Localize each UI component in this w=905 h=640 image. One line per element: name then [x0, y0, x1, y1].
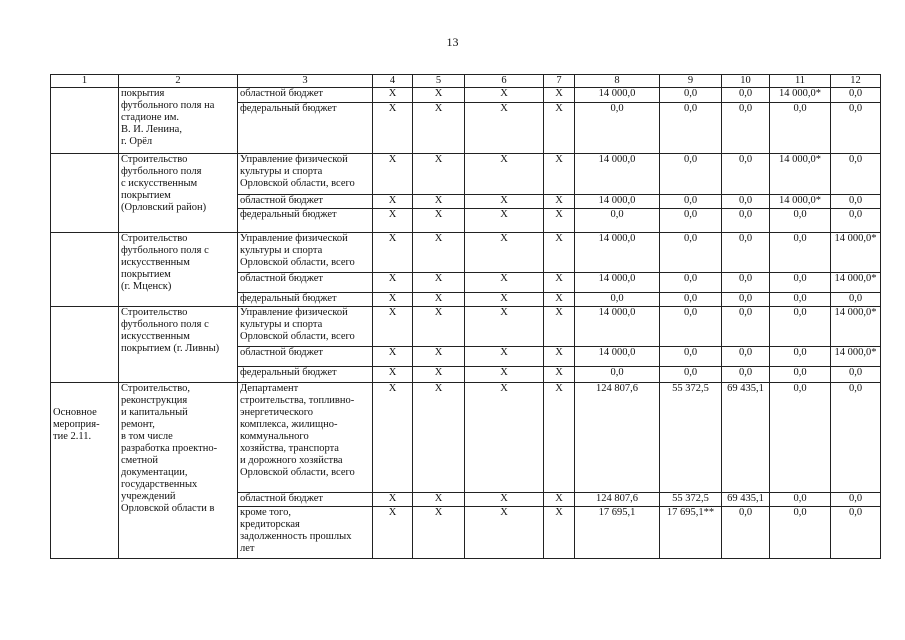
value-cell: 0,0	[722, 347, 770, 367]
funding-source-cell: федеральный бюджет	[238, 103, 373, 154]
value-cell: 0,0	[660, 293, 722, 307]
object-name-cell: Строительство, реконструкция и капитальный ремонт, в том числе разработка проектно- сметной документации, государственных учреждений Орловской области в	[119, 383, 238, 559]
value-cell: X	[465, 383, 544, 493]
value-cell: 14 000,0	[575, 195, 660, 209]
value-cell: X	[465, 103, 544, 154]
value-cell: X	[544, 154, 575, 195]
value-cell: 0,0	[770, 307, 831, 347]
column-number: 2	[119, 75, 238, 88]
value-cell: 0,0	[722, 273, 770, 293]
value-cell: 0,0	[831, 293, 881, 307]
column-number: 8	[575, 75, 660, 88]
value-cell: 0,0	[575, 103, 660, 154]
value-cell: 14 000,0*	[831, 233, 881, 273]
value-cell: 14 000,0*	[770, 195, 831, 209]
value-cell: X	[413, 507, 465, 559]
value-cell: 0,0	[831, 88, 881, 103]
event-cell	[51, 154, 119, 233]
funding-source-cell: областной бюджет	[238, 273, 373, 293]
value-cell: X	[544, 493, 575, 507]
value-cell: X	[373, 383, 413, 493]
column-number: 12	[831, 75, 881, 88]
funding-source-cell: областной бюджет	[238, 493, 373, 507]
table-row	[51, 88, 881, 103]
value-cell: 0,0	[770, 383, 831, 493]
value-cell: X	[413, 293, 465, 307]
value-cell: 14 000,0	[575, 347, 660, 367]
value-cell: 0,0	[660, 367, 722, 383]
value-cell: 0,0	[722, 195, 770, 209]
value-cell: 17 695,1	[575, 507, 660, 559]
value-cell: 14 000,0	[575, 273, 660, 293]
value-cell: 0,0	[831, 507, 881, 559]
value-cell: X	[465, 233, 544, 273]
value-cell: X	[373, 195, 413, 209]
value-cell: X	[465, 273, 544, 293]
value-cell: X	[413, 383, 465, 493]
value-cell: 14 000,0	[575, 88, 660, 103]
value-cell: 0,0	[722, 233, 770, 273]
column-number-row	[51, 75, 881, 88]
value-cell: 0,0	[660, 273, 722, 293]
value-cell: X	[413, 103, 465, 154]
funding-source-cell: Управление физической культуры и спорта Орловской области, всего	[238, 307, 373, 347]
value-cell: X	[373, 88, 413, 103]
value-cell: 0,0	[722, 293, 770, 307]
value-cell: X	[465, 293, 544, 307]
value-cell: X	[544, 88, 575, 103]
event-cell: Основное мероприя- тие 2.11.	[51, 383, 119, 559]
value-cell: 0,0	[770, 347, 831, 367]
value-cell: 0,0	[770, 493, 831, 507]
column-number: 6	[465, 75, 544, 88]
value-cell: X	[544, 195, 575, 209]
value-cell: X	[465, 154, 544, 195]
value-cell: X	[413, 307, 465, 347]
column-number: 9	[660, 75, 722, 88]
value-cell: 14 000,0*	[831, 307, 881, 347]
value-cell: X	[413, 195, 465, 209]
value-cell: 0,0	[770, 293, 831, 307]
value-cell: 14 000,0*	[831, 347, 881, 367]
object-name-cell: покрытия футбольного поля на стадионе им. В. И. Ленина, г. Орёл	[119, 88, 238, 154]
value-cell: X	[413, 209, 465, 233]
object-name-cell: Строительство футбольного поля с искусственным покрытием (Орловский район)	[119, 154, 238, 233]
column-number: 11	[770, 75, 831, 88]
value-cell: 55 372,5	[660, 493, 722, 507]
value-cell: X	[465, 507, 544, 559]
value-cell: X	[373, 507, 413, 559]
value-cell: 0,0	[722, 367, 770, 383]
funding-source-cell: кроме того, кредиторская задолженность прошлых лет	[238, 507, 373, 559]
column-number: 4	[373, 75, 413, 88]
value-cell: 14 000,0*	[770, 154, 831, 195]
value-cell: 0,0	[770, 273, 831, 293]
value-cell: X	[465, 367, 544, 383]
value-cell: 0,0	[575, 209, 660, 233]
value-cell: 55 372,5	[660, 383, 722, 493]
value-cell: X	[465, 209, 544, 233]
table-row	[51, 307, 881, 347]
value-cell: 0,0	[722, 154, 770, 195]
value-cell: 14 000,0*	[770, 88, 831, 103]
object-name-cell: Строительство футбольного поля с искусственным покрытием (г. Мценск)	[119, 233, 238, 307]
table-row	[51, 233, 881, 273]
funding-source-cell: областной бюджет	[238, 347, 373, 367]
value-cell: 0,0	[831, 154, 881, 195]
column-number: 10	[722, 75, 770, 88]
value-cell: 69 435,1	[722, 493, 770, 507]
value-cell: 0,0	[770, 507, 831, 559]
value-cell: 14 000,0	[575, 233, 660, 273]
value-cell: 0,0	[831, 103, 881, 154]
value-cell: 124 807,6	[575, 493, 660, 507]
value-cell: X	[373, 347, 413, 367]
value-cell: X	[373, 233, 413, 273]
funding-source-cell: областной бюджет	[238, 195, 373, 209]
value-cell: X	[373, 307, 413, 347]
value-cell: X	[544, 507, 575, 559]
value-cell: 0,0	[660, 88, 722, 103]
value-cell: X	[373, 154, 413, 195]
value-cell: X	[465, 347, 544, 367]
funding-source-cell: федеральный бюджет	[238, 293, 373, 307]
page-number: 13	[446, 35, 459, 49]
value-cell: 0,0	[770, 103, 831, 154]
value-cell: 0,0	[831, 209, 881, 233]
value-cell: 14 000,0*	[831, 273, 881, 293]
value-cell: 0,0	[575, 293, 660, 307]
value-cell: 124 807,6	[575, 383, 660, 493]
funding-source-cell: областной бюджет	[238, 88, 373, 103]
value-cell: X	[413, 88, 465, 103]
value-cell: 0,0	[660, 209, 722, 233]
value-cell: 0,0	[660, 307, 722, 347]
value-cell: 14 000,0	[575, 154, 660, 195]
value-cell: 0,0	[660, 347, 722, 367]
value-cell: X	[465, 307, 544, 347]
value-cell: 14 000,0	[575, 307, 660, 347]
event-cell	[51, 307, 119, 383]
value-cell: X	[465, 88, 544, 103]
value-cell: X	[413, 493, 465, 507]
event-cell	[51, 88, 119, 154]
value-cell: X	[544, 233, 575, 273]
value-cell: 0,0	[722, 209, 770, 233]
value-cell: 0,0	[770, 209, 831, 233]
value-cell: 0,0	[770, 367, 831, 383]
value-cell: 0,0	[831, 367, 881, 383]
column-number: 7	[544, 75, 575, 88]
value-cell: X	[544, 273, 575, 293]
event-cell	[51, 233, 119, 307]
value-cell: 0,0	[722, 507, 770, 559]
value-cell: X	[544, 367, 575, 383]
value-cell: X	[413, 347, 465, 367]
value-cell: X	[544, 307, 575, 347]
value-cell: 0,0	[770, 233, 831, 273]
value-cell: X	[544, 347, 575, 367]
value-cell: 0,0	[660, 195, 722, 209]
column-number: 5	[413, 75, 465, 88]
funding-source-cell: Управление физической культуры и спорта Орловской области, всего	[238, 154, 373, 195]
funding-source-cell: Департамент строительства, топливно- энергетического комплекса, жилищно- коммунального хозяйства, транспорта и дорожного хозяйства Орловской области, всего	[238, 383, 373, 493]
value-cell: X	[413, 273, 465, 293]
value-cell: X	[465, 493, 544, 507]
value-cell: X	[544, 103, 575, 154]
funding-source-cell: Управление физической культуры и спорта Орловской области, всего	[238, 233, 373, 273]
value-cell: X	[413, 154, 465, 195]
value-cell: X	[413, 367, 465, 383]
value-cell: X	[373, 367, 413, 383]
value-cell: X	[373, 273, 413, 293]
value-cell: 0,0	[722, 88, 770, 103]
value-cell: X	[373, 103, 413, 154]
value-cell: X	[373, 493, 413, 507]
value-cell: X	[373, 293, 413, 307]
budget-table	[50, 74, 881, 559]
table-row	[51, 154, 881, 195]
value-cell: 17 695,1**	[660, 507, 722, 559]
value-cell: 0,0	[660, 233, 722, 273]
value-cell: 69 435,1	[722, 383, 770, 493]
value-cell: 0,0	[831, 195, 881, 209]
value-cell: 0,0	[575, 367, 660, 383]
value-cell: 0,0	[831, 493, 881, 507]
value-cell: 0,0	[831, 383, 881, 493]
value-cell: 0,0	[660, 103, 722, 154]
column-number: 3	[238, 75, 373, 88]
value-cell: X	[373, 209, 413, 233]
value-cell: X	[544, 293, 575, 307]
column-number: 1	[51, 75, 119, 88]
object-name-cell: Строительство футбольного поля с искусственным покрытием (г. Ливны)	[119, 307, 238, 383]
value-cell: 0,0	[722, 307, 770, 347]
value-cell: 0,0	[722, 103, 770, 154]
value-cell: X	[544, 209, 575, 233]
value-cell: 0,0	[660, 154, 722, 195]
table-body	[51, 75, 881, 559]
funding-source-cell: федеральный бюджет	[238, 209, 373, 233]
value-cell: X	[465, 195, 544, 209]
funding-source-cell: федеральный бюджет	[238, 367, 373, 383]
table-row	[51, 383, 881, 493]
value-cell: X	[413, 233, 465, 273]
value-cell: X	[544, 383, 575, 493]
